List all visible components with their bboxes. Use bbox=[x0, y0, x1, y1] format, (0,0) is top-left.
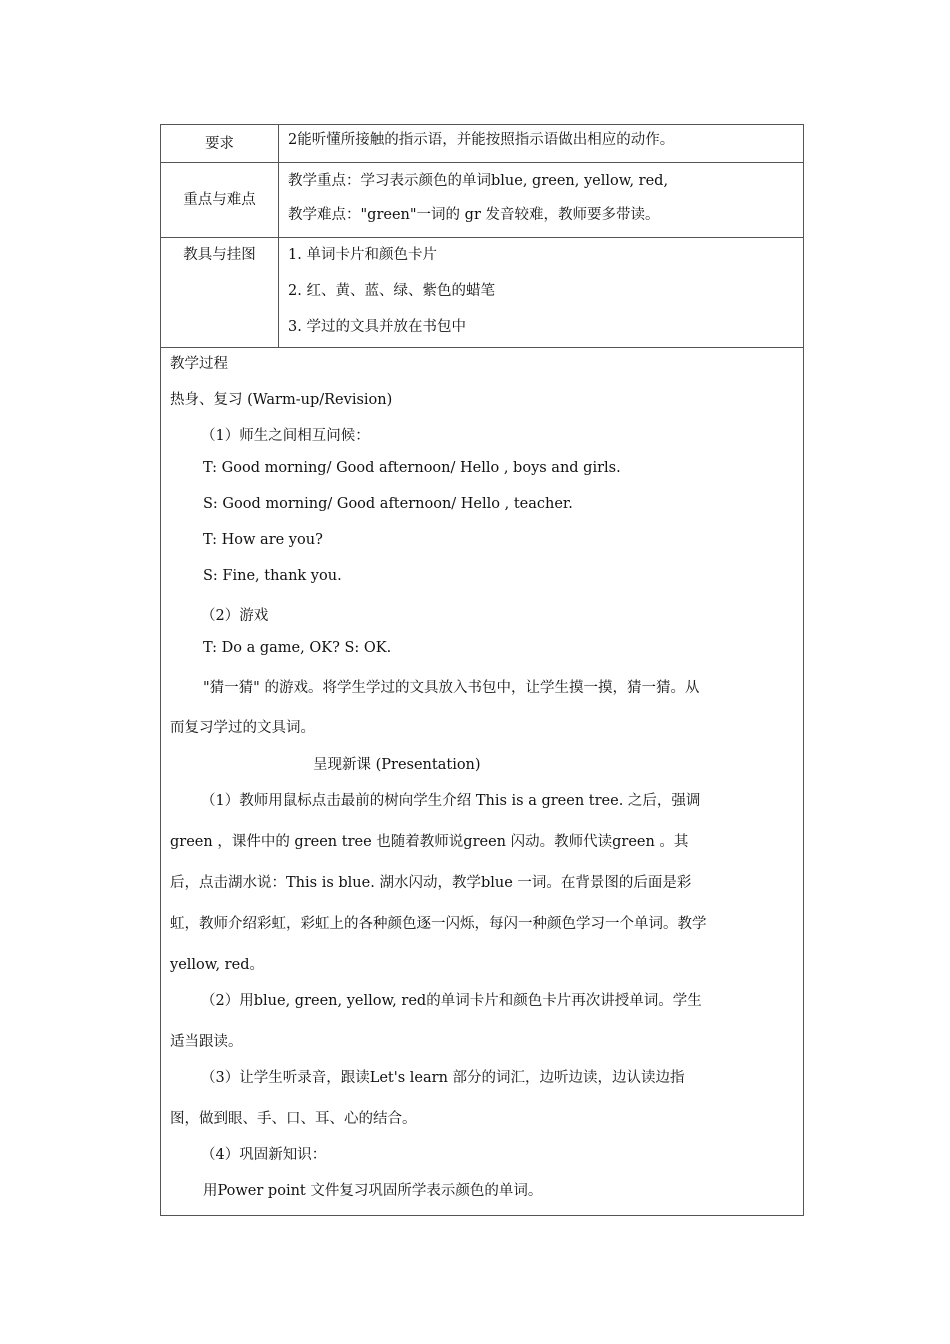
greet-heading: （1）师生之间相互问候： bbox=[201, 428, 370, 444]
process-row bbox=[161, 348, 803, 1215]
dialog-line: T: How are you? bbox=[203, 532, 323, 548]
key-points-label: 重点与难点 bbox=[161, 163, 279, 237]
process-section bbox=[161, 348, 803, 1215]
requirements-text: 2能听懂所接触的指示语，并能按照指示语做出相应的动作。 bbox=[288, 132, 675, 148]
tools-row bbox=[161, 238, 803, 348]
guess-line: 而复习学过的文具词。 bbox=[170, 720, 315, 736]
tools-item: 1. 单词卡片和颜色卡片 bbox=[288, 247, 437, 263]
consolidate-heading: （4）巩固新知识： bbox=[201, 1147, 327, 1163]
key-point-line: 教学重点：学习表示颜色的单词blue, green, yellow, red, bbox=[288, 173, 669, 189]
presentation-heading: 呈现新课 (Presentation) bbox=[313, 757, 481, 773]
key-points-row bbox=[161, 163, 803, 238]
presentation-para-line: 图，做到眼、手、口、耳、心的结合。 bbox=[170, 1111, 417, 1127]
game-heading: （2）游戏 bbox=[201, 608, 269, 624]
requirements-row bbox=[161, 125, 803, 163]
tools-item: 2. 红、黄、蓝、绿、紫色的蜡笔 bbox=[288, 283, 495, 299]
game-line: T: Do a game, OK? S: OK. bbox=[203, 640, 392, 656]
presentation-para-line: （1）教师用鼠标点击最前的树向学生介绍 This is a green tree. 之后，强调 bbox=[201, 793, 701, 809]
key-points-cell bbox=[279, 163, 803, 237]
difficulty-line: 教学难点："green"一词的 gr 发音较难，教师要多带读。 bbox=[288, 207, 660, 223]
tools-cell bbox=[279, 238, 803, 347]
presentation-para-line: （2）用blue, green, yellow, red的单词卡片和颜色卡片再次讲授单词。学生 bbox=[201, 993, 702, 1009]
presentation-para-line: 后，点击湖水说：This is blue. 湖水闪动，教学blue 一词。在背景图的后面是彩 bbox=[170, 875, 692, 891]
presentation-para-line: yellow, red。 bbox=[170, 957, 264, 973]
dialog-line: S: Good morning/ Good afternoon/ Hello , teacher. bbox=[203, 496, 573, 512]
tools-label: 教具与挂图 bbox=[161, 238, 279, 347]
warmup-heading: 热身、复习 (Warm-up/Revision) bbox=[170, 392, 393, 408]
presentation-para-line: 适当跟读。 bbox=[170, 1034, 243, 1050]
requirements-label: 要求 bbox=[161, 125, 279, 162]
presentation-para-line: green ，课件中的 green tree 也随着教师说green 闪动。教师代读green 。其 bbox=[170, 834, 689, 850]
process-title: 教学过程 bbox=[170, 356, 228, 372]
guess-line: "猜一猜" 的游戏。将学生学过的文具放入书包中，让学生摸一摸，猜一猜。从 bbox=[203, 680, 700, 696]
tools-item: 3. 学过的文具并放在书包中 bbox=[288, 319, 466, 335]
presentation-para-line: （3）让学生听录音，跟读Let's learn 部分的词汇，边听边读，边认读边指 bbox=[201, 1070, 685, 1086]
consolidate-line: 用Power point 文件复习巩固所学表示颜色的单词。 bbox=[203, 1183, 543, 1199]
dialog-line: T: Good morning/ Good afternoon/ Hello , boys and girls. bbox=[203, 460, 621, 476]
dialog-line: S: Fine, thank you. bbox=[203, 568, 342, 584]
lesson-plan-table bbox=[160, 124, 804, 1216]
presentation-para-line: 虹，教师介绍彩虹，彩虹上的各种颜色逐一闪烁，每闪一种颜色学习一个单词。教学 bbox=[170, 916, 707, 932]
